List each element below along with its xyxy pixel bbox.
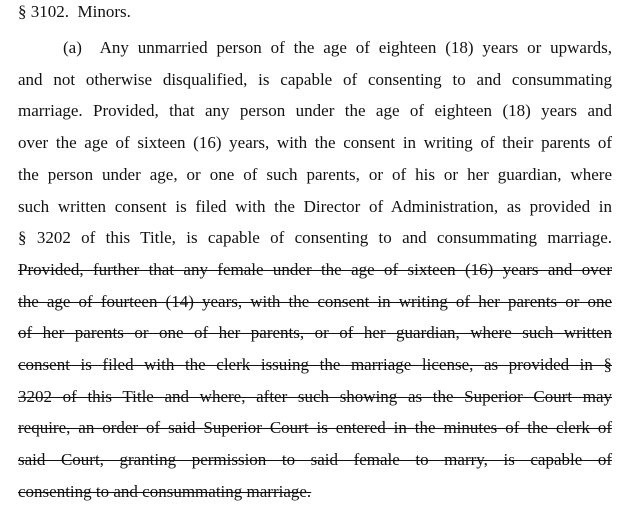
- struck-text-line: [18, 381, 612, 413]
- line-text: the age of fourteen (14) years, with the consent in writing of her parents or one: [18, 291, 612, 311]
- struck-text-line: [18, 317, 612, 349]
- text-line: [18, 32, 612, 64]
- line-text: consent is filed with the clerk issuing the marriage license, as provided in §: [18, 355, 612, 375]
- paragraph-label: (a): [63, 38, 82, 57]
- line-text: § 3202 of this Title, is capable of consenting to and consummating marriage.: [18, 228, 612, 248]
- statute-document: [18, 0, 612, 508]
- section-heading: [18, 0, 612, 22]
- line-text: Any unmarried person of the age of eighteen (18) years or upwards,: [99, 38, 612, 57]
- line-text: and not otherwise disqualified, is capable of consenting to and consummating: [18, 69, 612, 89]
- text-line: [18, 222, 612, 254]
- section-title: Minors.: [77, 2, 131, 21]
- text-line: [18, 64, 612, 96]
- struck-text-line: [18, 286, 612, 318]
- line-text: require, an order of said Superior Court is entered in the minutes of the clerk of: [18, 418, 612, 438]
- text-line: [18, 191, 612, 223]
- line-text: said Court, granting permission to said female to marry, is capable of: [18, 450, 612, 470]
- line-text: the person under age, or one of such parents, or of his or her guardian, where: [18, 164, 612, 184]
- struck-text-line: [18, 476, 612, 508]
- struck-text-line: [18, 349, 612, 381]
- line-text: such written consent is filed with the Director of Administration, as provided in: [18, 196, 612, 216]
- line-text: over the age of sixteen (16) years, with the consent in writing of their parents of: [18, 133, 612, 153]
- line-text: 3202 of this Title and where, after such showing as the Superior Court may: [18, 386, 612, 406]
- section-number: § 3102.: [18, 2, 69, 21]
- struck-text-line: [18, 412, 612, 444]
- line-text: marriage. Provided, that any person under the age of eighteen (18) years and: [18, 101, 612, 121]
- line-text: of her parents or one of her parents, or of her guardian, where such written: [18, 323, 612, 343]
- struck-text-line: [18, 444, 612, 476]
- text-line: [18, 159, 612, 191]
- paragraph-a-body: [18, 32, 612, 508]
- text-line: [18, 127, 612, 159]
- line-text: consenting to and consummating marriage.: [18, 481, 312, 501]
- struck-text-line: [18, 254, 612, 286]
- line-text: Provided, further that any female under the age of sixteen (16) years and over: [18, 259, 612, 279]
- text-line: [18, 95, 612, 127]
- paragraph-a: [18, 32, 612, 508]
